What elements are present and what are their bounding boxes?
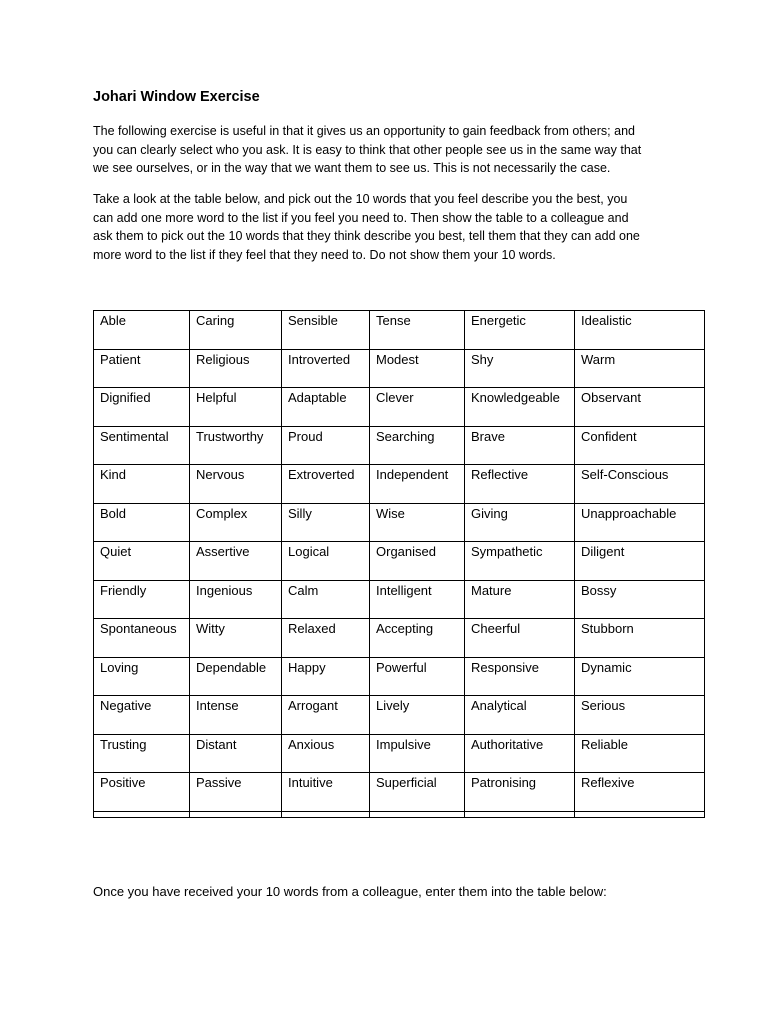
instruction-line: more word to the list if they feel that they need to. Do not show them your 10 words. [93,247,556,262]
word-cell: Loving [94,657,190,696]
word-cell [282,811,370,817]
word-cell: Analytical [465,696,575,735]
word-cell: Idealistic [575,311,705,350]
word-cell: Trusting [94,734,190,773]
table-row [94,811,705,817]
word-cell: Brave [465,426,575,465]
word-cell: Lively [370,696,465,735]
word-cell [94,811,190,817]
word-cell: Trustworthy [190,426,282,465]
word-cell: Energetic [465,311,575,350]
word-cell: Proud [282,426,370,465]
word-cell: Reflexive [575,773,705,812]
table-row [94,465,705,504]
document-title: Johari Window Exercise [93,89,260,105]
table-row [94,349,705,388]
instruction-line: Take a look at the table below, and pick out the 10 words that you feel describe you the best, you [93,192,628,206]
table-row [94,542,705,581]
word-cell: Cheerful [465,619,575,658]
word-cell: Logical [282,542,370,581]
word-cell: Independent [370,465,465,504]
word-cell: Shy [465,349,575,388]
intro-line: The following exercise is useful in that it gives us an opportunity to gain feedback from others; and [93,124,635,138]
word-cell: Diligent [575,542,705,581]
word-cell: Able [94,311,190,350]
adjective-table-body [94,311,705,818]
word-cell: Observant [575,388,705,427]
table-row [94,619,705,658]
word-cell: Introverted [282,349,370,388]
word-cell: Giving [465,503,575,542]
word-cell: Caring [190,311,282,350]
intro-line: you can clearly select who you ask. It is easy to think that other people see us in the same way that [93,142,642,157]
word-cell: Anxious [282,734,370,773]
word-cell: Self-Conscious [575,465,705,504]
word-cell: Bossy [575,580,705,619]
word-cell: Searching [370,426,465,465]
word-cell: Reliable [575,734,705,773]
word-cell: Silly [282,503,370,542]
word-cell: Arrogant [282,696,370,735]
word-cell: Calm [282,580,370,619]
word-cell: Bold [94,503,190,542]
word-cell: Responsive [465,657,575,696]
word-cell: Extroverted [282,465,370,504]
instruction-line: ask them to pick out the 10 words that they think describe you best, tell them that they can add one [93,229,640,243]
footer-instruction: Once you have received your 10 words from a colleague, enter them into the table below: [93,884,607,899]
word-cell: Stubborn [575,619,705,658]
word-cell: Powerful [370,657,465,696]
word-cell: Knowledgeable [465,388,575,427]
word-cell [370,811,465,817]
intro-paragraph [93,122,693,178]
word-cell: Friendly [94,580,190,619]
word-cell: Modest [370,349,465,388]
word-cell [465,811,575,817]
table-row [94,503,705,542]
word-cell: Sensible [282,311,370,350]
word-cell [575,811,705,817]
word-cell: Mature [465,580,575,619]
word-cell: Complex [190,503,282,542]
table-row [94,773,705,812]
word-cell: Confident [575,426,705,465]
word-cell: Witty [190,619,282,658]
word-cell: Happy [282,657,370,696]
word-cell: Religious [190,349,282,388]
table-row [94,580,705,619]
word-cell: Reflective [465,465,575,504]
table-row [94,734,705,773]
word-cell: Ingenious [190,580,282,619]
word-cell: Spontaneous [94,619,190,658]
table-row [94,696,705,735]
word-cell: Organised [370,542,465,581]
table-row [94,426,705,465]
word-cell: Accepting [370,619,465,658]
word-cell: Impulsive [370,734,465,773]
table-row [94,388,705,427]
word-cell: Wise [370,503,465,542]
word-cell: Superficial [370,773,465,812]
word-cell: Dignified [94,388,190,427]
word-cell: Authoritative [465,734,575,773]
word-cell: Intuitive [282,773,370,812]
word-cell: Dependable [190,657,282,696]
word-cell [190,811,282,817]
word-cell: Intelligent [370,580,465,619]
table-row [94,311,705,350]
instruction-line: can add one more word to the list if you feel you need to. Then show the table to a colleague and [93,210,629,225]
intro-line: we see ourselves, or in the way that we want them to see us. This is not necessarily the case. [93,161,611,175]
word-cell: Positive [94,773,190,812]
word-cell: Intense [190,696,282,735]
word-cell: Kind [94,465,190,504]
word-cell: Unapproachable [575,503,705,542]
word-cell: Sympathetic [465,542,575,581]
word-cell: Dynamic [575,657,705,696]
word-cell: Patronising [465,773,575,812]
word-cell: Quiet [94,542,190,581]
word-cell: Clever [370,388,465,427]
word-cell: Patient [94,349,190,388]
instruction-paragraph [93,190,693,264]
word-cell: Distant [190,734,282,773]
word-cell: Passive [190,773,282,812]
adjective-table [93,310,705,818]
word-cell: Assertive [190,542,282,581]
word-cell: Tense [370,311,465,350]
word-cell: Warm [575,349,705,388]
word-cell: Sentimental [94,426,190,465]
word-cell: Serious [575,696,705,735]
word-cell: Helpful [190,388,282,427]
table-row [94,657,705,696]
word-cell: Adaptable [282,388,370,427]
word-cell: Relaxed [282,619,370,658]
word-cell: Nervous [190,465,282,504]
word-cell: Negative [94,696,190,735]
